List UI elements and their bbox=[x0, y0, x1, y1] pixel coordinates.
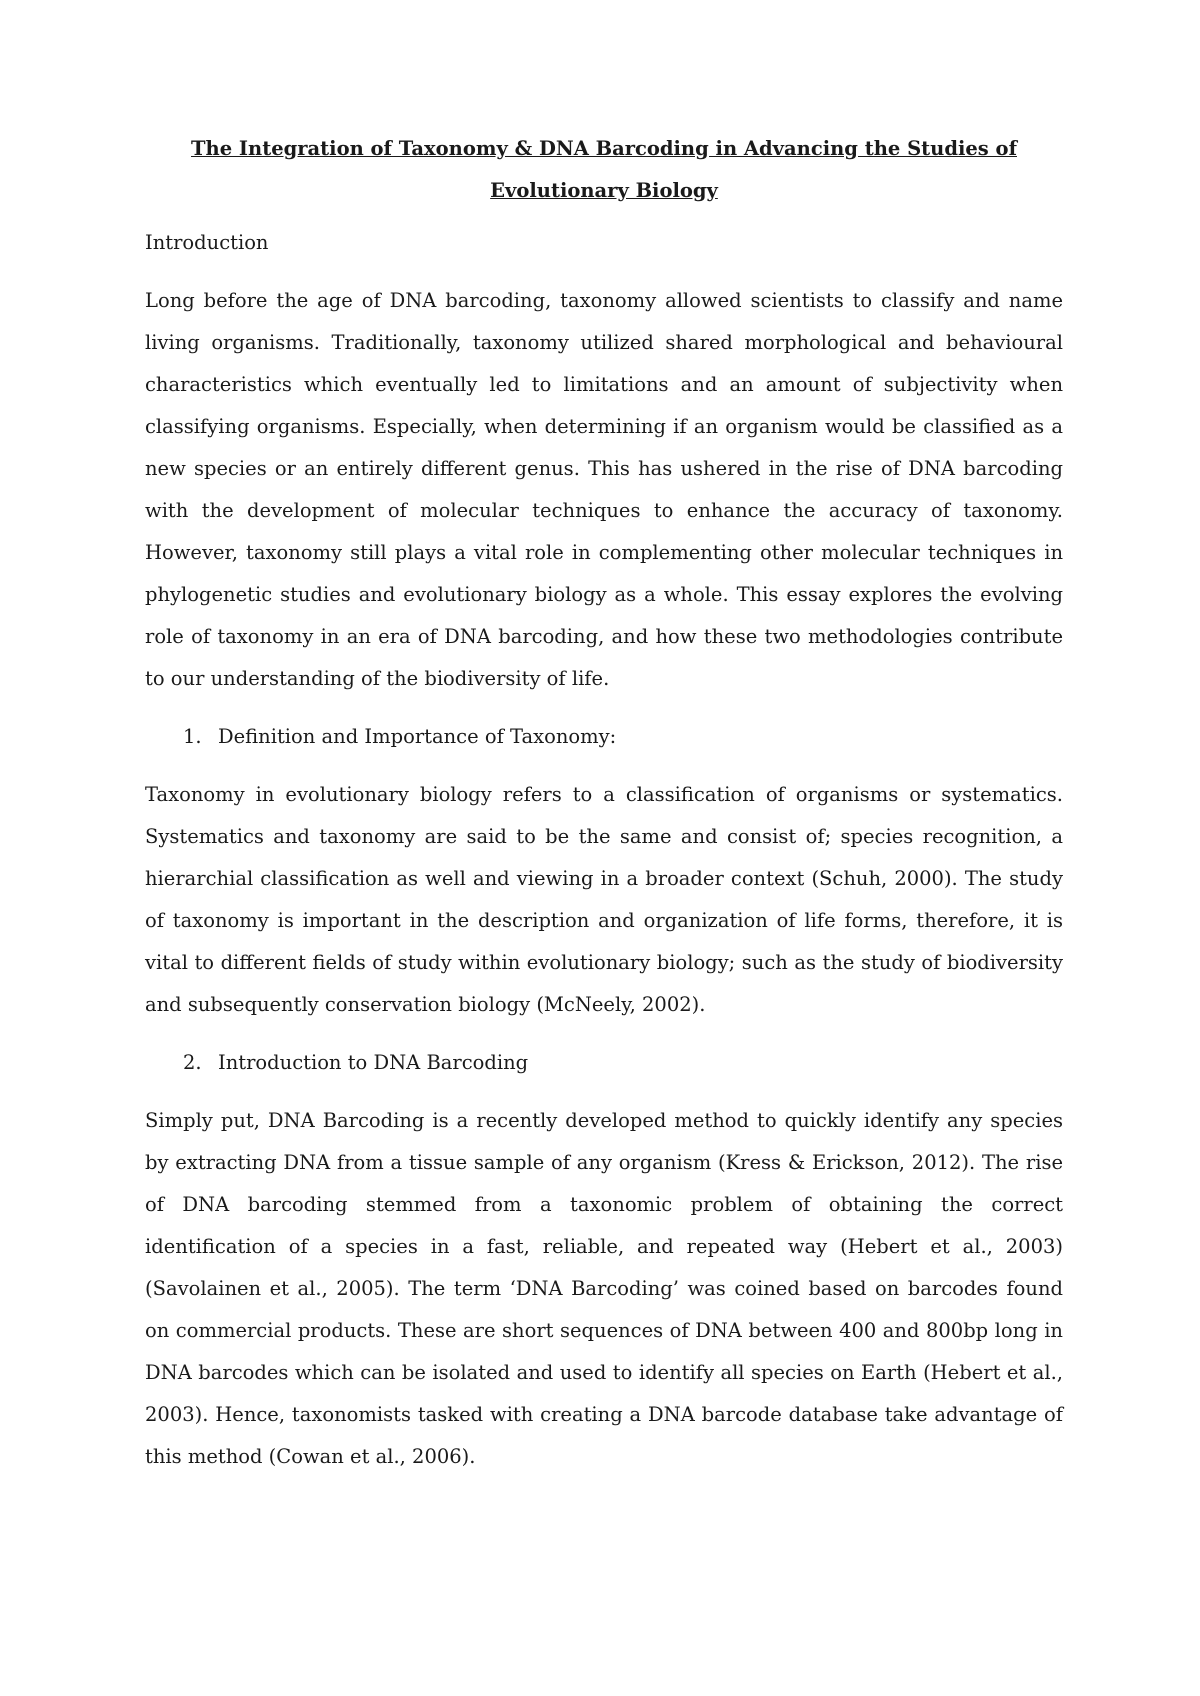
section-2-heading bbox=[145, 1042, 1063, 1084]
document-body bbox=[145, 128, 1063, 1494]
introduction-heading: Introduction bbox=[145, 231, 269, 254]
section-1-number: 1. bbox=[183, 725, 202, 748]
document-title: The Integration of Taxonomy & DNA Barcoding in Advancing the Studies of Evolutionary Biology bbox=[191, 137, 1017, 202]
section-1-title: Definition and Importance of Taxonomy: bbox=[218, 725, 617, 748]
introduction-paragraph: Long before the age of DNA barcoding, taxonomy allowed scientists to classify and name living organisms. Traditionally, taxonomy utilized shared morphological and behavioural characteristics which eventually led to limitations and an amount of subjectivity when classifying organisms. Especially, when determining if an organism would be classified as a new species or an entirely different genus. This has ushered in the rise of DNA barcoding with the development of molecular techniques to enhance the accuracy of taxonomy. However, taxonomy still plays a vital role in complementing other molecular techniques in phylogenetic studies and evolutionary biology as a whole. This essay explores the evolving role of taxonomy in an era of DNA barcoding, and how these two methodologies contribute to our understanding of the biodiversity of life. bbox=[145, 289, 1063, 690]
section-1-heading bbox=[145, 716, 1063, 758]
section-2-paragraph: Simply put, DNA Barcoding is a recently developed method to quickly identify any species by extracting DNA from a tissue sample of any organism (Kress & Erickson, 2012). The rise of DNA barcoding stemmed from a taxonomic problem of obtaining the correct identification of a species in a fast, reliable, and repeated way (Hebert et al., 2003) (Savolainen et al., 2005). The term ‘DNA Barcoding’ was coined based on barcodes found on commercial products. These are short sequences of DNA between 400 and 800bp long in DNA barcodes which can be isolated and used to identify all species on Earth (Hebert et al., 2003). Hence, taxonomists tasked with creating a DNA barcode database take advantage of this method (Cowan et al., 2006). bbox=[145, 1109, 1063, 1468]
section-2-number: 2. bbox=[183, 1051, 202, 1074]
section-1-paragraph: Taxonomy in evolutionary biology refers to a classification of organisms or systematics. Systematics and taxonomy are said to be the same and consist of; species recognition, a hierarchial classification as well and viewing in a broader context (Schuh, 2000). The study of taxonomy is important in the description and organization of life forms, therefore, it is vital to different fields of study within evolutionary biology; such as the study of biodiversity and subsequently conservation biology (McNeely, 2002). bbox=[145, 783, 1063, 1016]
section-2-title: Introduction to DNA Barcoding bbox=[218, 1051, 529, 1074]
